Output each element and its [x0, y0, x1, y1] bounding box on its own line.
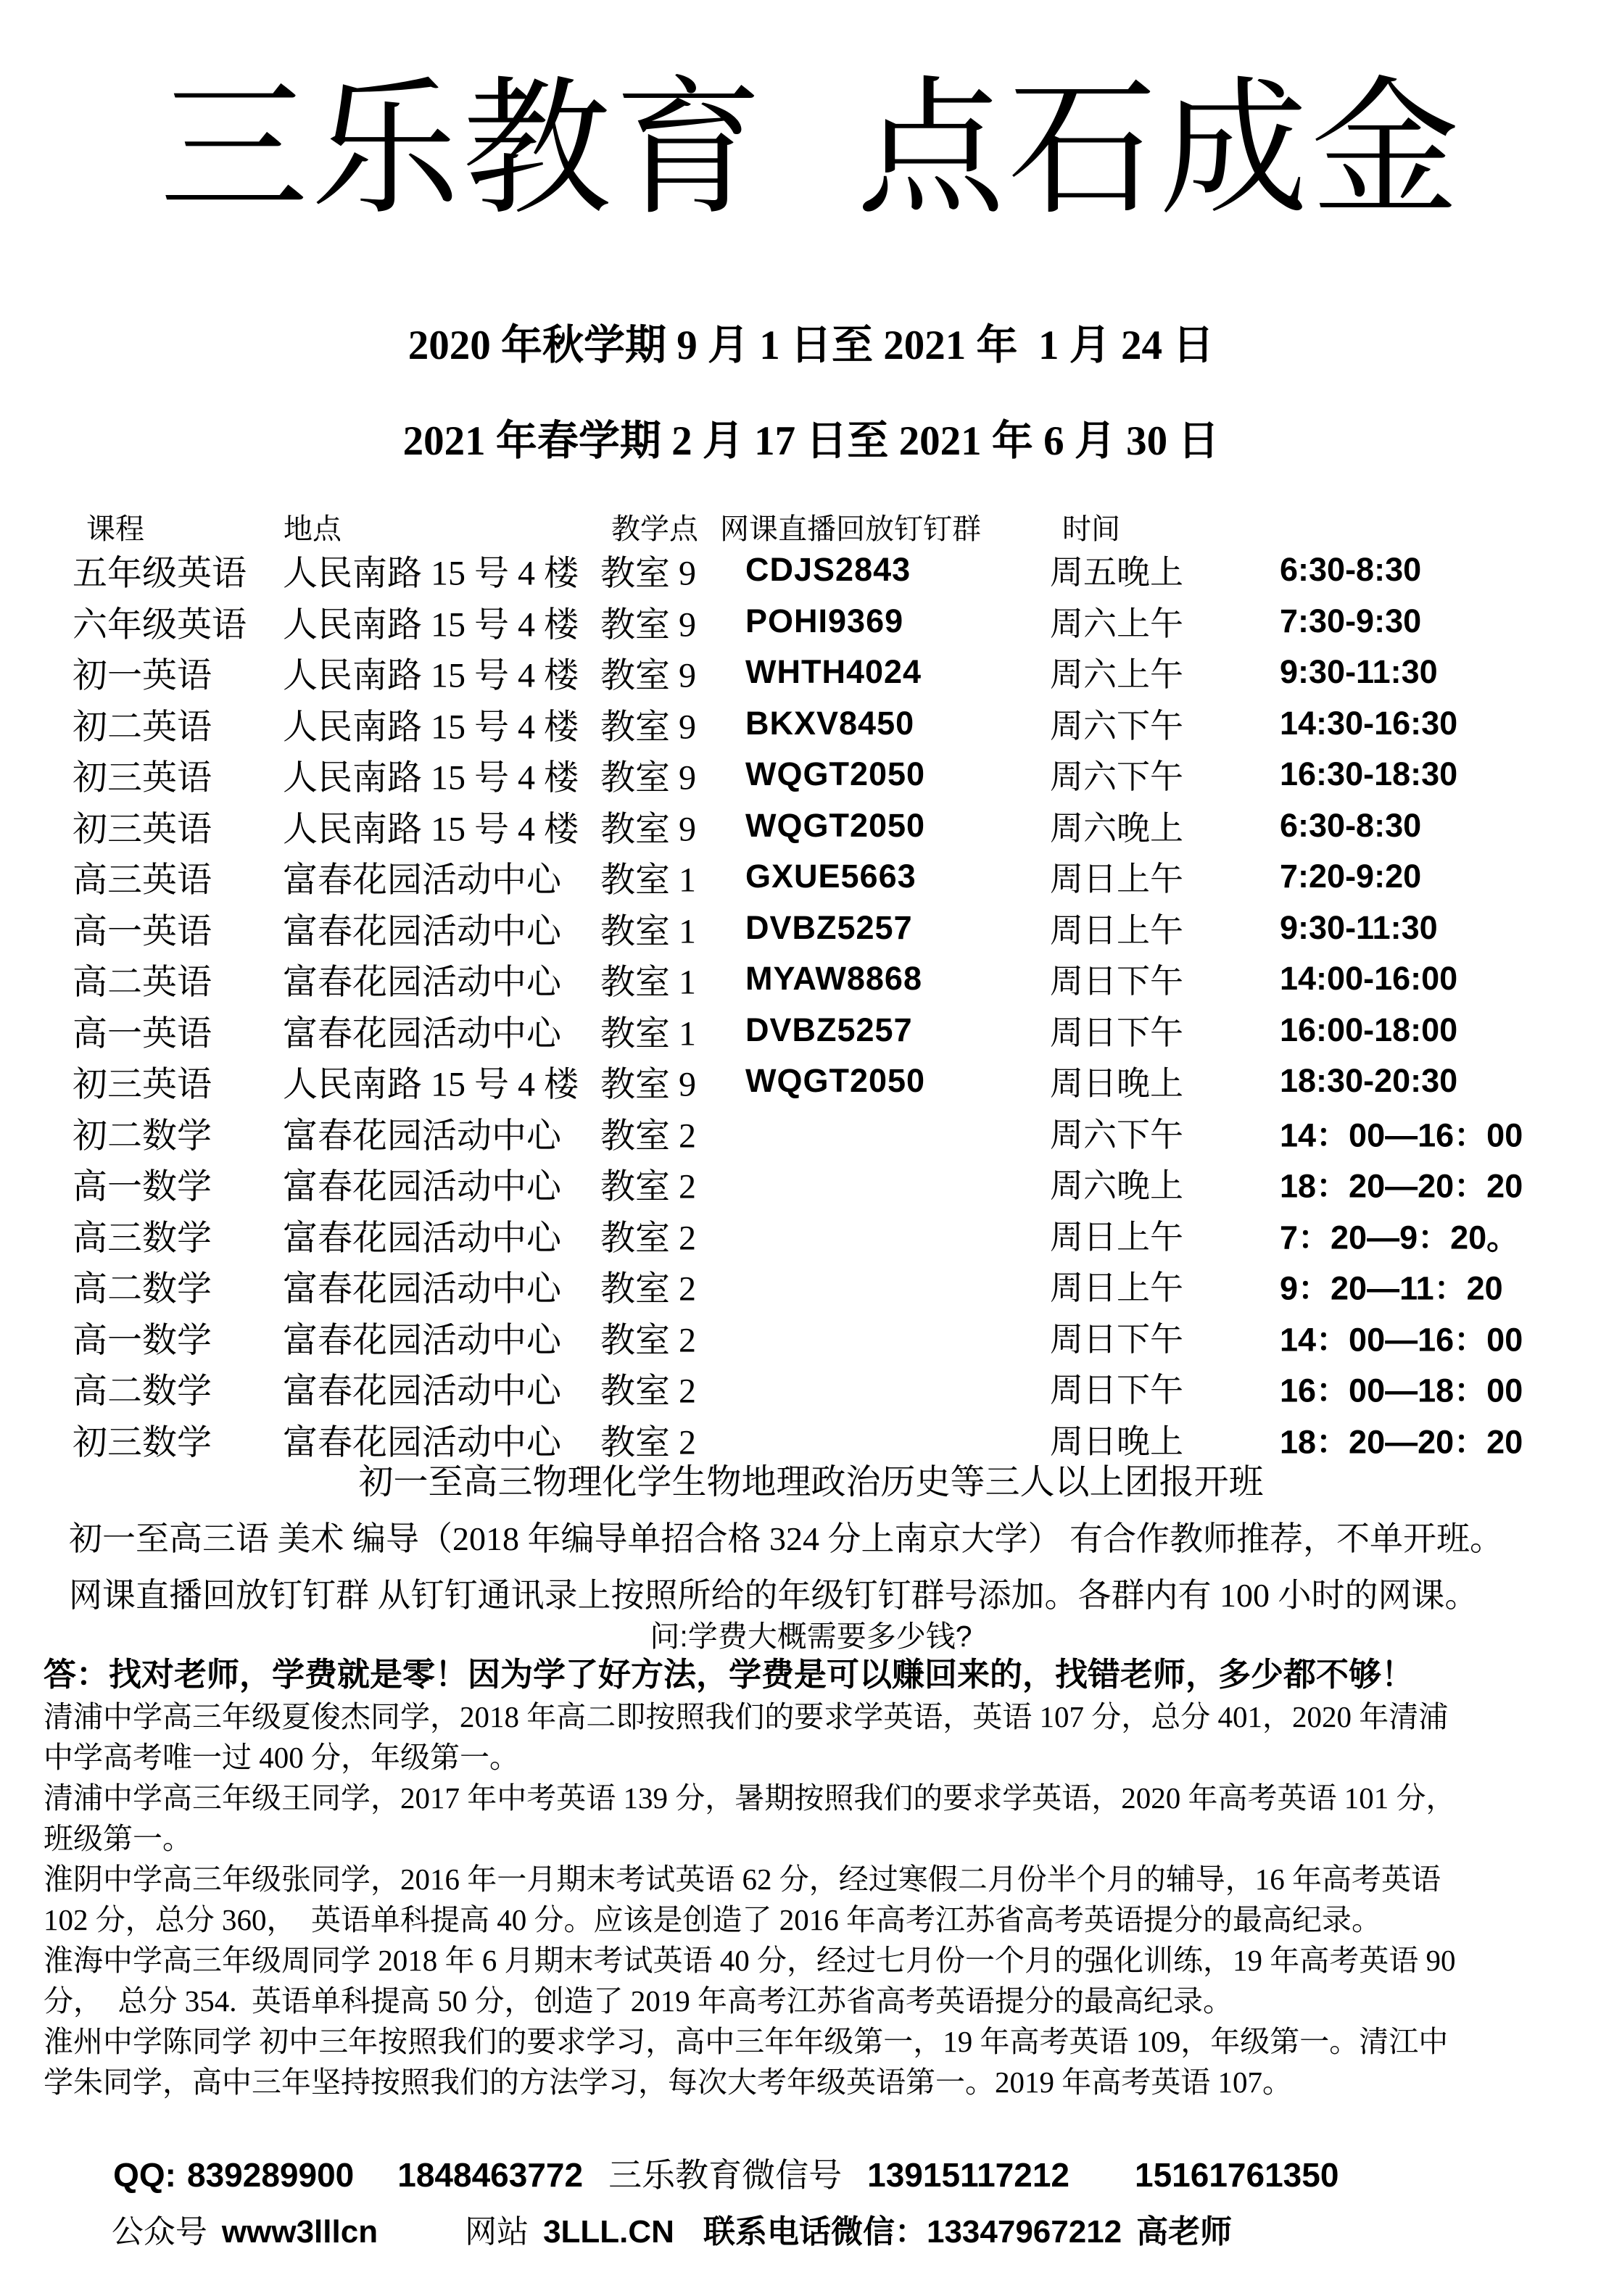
- cell-room: 教室 2: [600, 1321, 697, 1360]
- schedule-row: [0, 647, 1622, 698]
- cell-time: 14：00—16：00: [1280, 1116, 1523, 1154]
- cell-day: 周五晚上: [1050, 554, 1183, 592]
- schedule-row: [0, 1209, 1622, 1261]
- cell-room: 教室 9: [600, 605, 697, 645]
- testimonial-line: 中学高考唯一过 400 分，年级第一。: [44, 1741, 519, 1774]
- cell-day: 周日下午: [1050, 1320, 1183, 1358]
- site-url: 3LLL.CN: [543, 2214, 674, 2250]
- cell-course: 初三英语: [73, 810, 212, 849]
- cell-course: 初二数学: [73, 1116, 212, 1156]
- cell-day: 周六晚上: [1050, 809, 1183, 847]
- cell-day: 周日上午: [1050, 1218, 1183, 1256]
- cell-day: 周六晚上: [1050, 1167, 1183, 1205]
- cell-day: 周日下午: [1050, 1014, 1183, 1051]
- cell-time: 18:30-20:30: [1280, 1062, 1458, 1100]
- qq-number-2: 1848463772: [397, 2156, 584, 2194]
- cell-room: 教室 9: [600, 758, 697, 797]
- wechat-number-2: 15161761350: [1134, 2156, 1339, 2194]
- cell-location: 富春花园活动中心: [283, 861, 562, 900]
- cell-group: BKXV8450: [745, 704, 915, 742]
- cell-room: 教室 9: [600, 656, 697, 695]
- cell-location: 富春花园活动中心: [283, 1014, 562, 1053]
- cell-day: 周日晚上: [1050, 1422, 1183, 1460]
- cell-group: WQGT2050: [745, 1062, 926, 1100]
- cell-location: 人民南路 15 号 4 楼: [283, 708, 579, 747]
- cell-group: WQGT2050: [745, 806, 926, 844]
- testimonial-line: 分， 总分 354. 英语单科提高 50 分，创造了 2019 年高考江苏省高考英语提分的最高纪录。: [44, 1984, 1233, 2018]
- cell-room: 教室 9: [600, 708, 697, 747]
- schedule-row: [0, 1005, 1622, 1056]
- header-dingtalk-group: 网课直播回放钉钉群: [720, 513, 981, 545]
- schedule-row: [0, 544, 1622, 596]
- cell-location: 富春花园活动中心: [283, 1423, 562, 1462]
- cell-time: 16：00—18：00: [1280, 1372, 1523, 1409]
- cell-location: 人民南路 15 号 4 楼: [283, 554, 579, 593]
- schedule-row: [0, 1056, 1622, 1107]
- cell-course: 高三数学: [73, 1219, 212, 1258]
- cell-course: 高三英语: [73, 861, 212, 900]
- testimonial-line: 淮州中学陈同学 初中三年按照我们的要求学习，高中三年年级第一，19 年高考英语 109，年级第一。清江中: [44, 2025, 1449, 2058]
- cell-course: 高一数学: [73, 1321, 212, 1360]
- cell-time: 14：00—16：00: [1280, 1321, 1523, 1359]
- cell-time: 16:00-18:00: [1280, 1011, 1458, 1048]
- schedule-row: [0, 1107, 1622, 1159]
- testimonial-line: 102 分，总分 360， 英语单科提高 40 分。应该是创造了 2016 年高考江苏省高考英语提分的最高纪录。: [44, 1903, 1381, 1936]
- cell-room: 教室 2: [600, 1372, 697, 1411]
- cell-location: 人民南路 15 号 4 楼: [283, 810, 579, 849]
- cell-day: 周日下午: [1050, 963, 1183, 1000]
- cell-time: 7:20-9:20: [1280, 858, 1422, 895]
- semester-dates-spring: 2021 年春学期 2 月 17 日至 2021 年 6 月 30 日: [402, 418, 1220, 464]
- schedule-row: [0, 1362, 1622, 1414]
- site-label: 网站: [465, 2214, 529, 2250]
- cell-location: 富春花园活动中心: [283, 1219, 562, 1258]
- mp-label: 公众号: [111, 2214, 207, 2250]
- cell-location: 富春花园活动中心: [283, 1167, 562, 1206]
- header-course: 课程: [86, 513, 144, 545]
- cell-day: 周六下午: [1050, 1116, 1183, 1153]
- cell-day: 周日上午: [1050, 911, 1183, 949]
- cell-course: 初二英语: [73, 708, 212, 747]
- cell-group: MYAW8868: [745, 960, 922, 998]
- cell-day: 周日下午: [1050, 1372, 1183, 1409]
- teacher-name: 高老师: [1136, 2214, 1233, 2250]
- schedule-row: [0, 953, 1622, 1005]
- cell-group: DVBZ5257: [745, 1011, 913, 1048]
- cell-room: 教室 9: [600, 810, 697, 849]
- mp-account: www3lllcn: [221, 2214, 378, 2250]
- fee-answer: 答：找对老师，学费就是零！因为学了好方法，学费是可以赚回来的，找错老师，多少都不够！: [44, 1656, 1415, 1693]
- cell-location: 人民南路 15 号 4 楼: [283, 605, 579, 645]
- phone-number: 13347967212: [926, 2214, 1122, 2250]
- qq-label: QQ:: [113, 2156, 177, 2194]
- cell-course: 初三英语: [73, 1065, 212, 1104]
- testimonial-line: 清浦中学高三年级夏俊杰同学，2018 年高二即按照我们的要求学英语，英语 107 分，总分 401，2020 年清浦: [44, 1700, 1449, 1733]
- cell-time: 9:30-11:30: [1280, 908, 1438, 946]
- cell-course: 高一数学: [73, 1167, 212, 1206]
- cell-day: 周六上午: [1050, 605, 1183, 642]
- cell-location: 富春花园活动中心: [283, 1116, 562, 1156]
- cell-time: 16:30-18:30: [1280, 755, 1458, 793]
- wechat-label: 三乐教育微信号: [608, 2157, 843, 2194]
- cell-location: 人民南路 15 号 4 楼: [283, 1065, 579, 1104]
- cell-time: 7：20—9：20。: [1280, 1219, 1520, 1256]
- schedule-row: [0, 1311, 1622, 1363]
- group-enroll-note: 初一至高三物理化学生物地理政治历史等三人以上团报开班: [358, 1463, 1264, 1501]
- wechat-number-1: 13915117212: [867, 2156, 1069, 2194]
- schedule-rows: [0, 544, 1622, 1464]
- cell-course: 高一英语: [73, 1014, 212, 1053]
- cell-group: CDJS2843: [745, 551, 911, 589]
- testimonial-line: 班级第一。: [44, 1822, 192, 1855]
- cell-time: 18：20—20：20: [1280, 1423, 1523, 1461]
- cell-day: 周六下午: [1050, 707, 1183, 745]
- schedule-row: [0, 749, 1622, 800]
- testimonial-line: 清浦中学高三年级王同学，2017 年中考英语 139 分，暑期按照我们的要求学英语，2020 年高考英语 101 分，: [44, 1781, 1456, 1815]
- cell-day: 周日晚上: [1050, 1065, 1183, 1103]
- schedule-row: [0, 1260, 1622, 1311]
- cell-time: 6:30-8:30: [1280, 806, 1422, 844]
- cell-day: 周六下午: [1050, 758, 1183, 796]
- cell-location: 富春花园活动中心: [283, 1269, 562, 1309]
- cell-time: 6:30-8:30: [1280, 551, 1422, 589]
- page-title: 三乐教育 点石成金: [159, 68, 1463, 233]
- schedule-row: [0, 903, 1622, 954]
- cell-course: 高二数学: [73, 1269, 212, 1309]
- cell-course: 初一英语: [73, 656, 212, 695]
- cell-course: 高一英语: [73, 912, 212, 951]
- cell-location: 人民南路 15 号 4 楼: [283, 758, 579, 797]
- testimonial-line: 学朱同学，高中三年坚持按照我们的方法学习，每次大考年级英语第一。2019 年高考英语 107。: [44, 2065, 1292, 2099]
- cell-course: 初三英语: [73, 758, 212, 797]
- cell-location: 富春花园活动中心: [283, 912, 562, 951]
- fee-question: 问:学费大概需要多少钱?: [650, 1620, 972, 1653]
- cell-location: 富春花园活动中心: [283, 1321, 562, 1360]
- header-time: 时间: [1062, 513, 1120, 545]
- cell-location: 富春花园活动中心: [283, 963, 562, 1002]
- testimonials-block: [44, 1696, 1582, 2102]
- qq-number-1: 839289900: [187, 2156, 355, 2194]
- cell-room: 教室 2: [600, 1423, 697, 1462]
- cell-room: 教室 2: [600, 1219, 697, 1258]
- cell-day: 周日上午: [1050, 861, 1183, 898]
- cell-course: 高二数学: [73, 1372, 212, 1411]
- cell-room: 教室 9: [600, 554, 697, 593]
- cell-room: 教室 1: [600, 1014, 697, 1053]
- cell-group: POHI9369: [745, 602, 904, 639]
- cell-location: 富春花园活动中心: [283, 1372, 562, 1411]
- cell-time: 14:30-16:30: [1280, 704, 1458, 742]
- cell-room: 教室 2: [600, 1116, 697, 1156]
- testimonial-line: 淮阴中学高三年级张同学，2016 年一月期末考试英语 62 分，经过寒假二月份半个月的辅导，16 年高考英语: [44, 1862, 1441, 1896]
- schedule-row: [0, 851, 1622, 903]
- cell-course: 高二英语: [73, 963, 212, 1002]
- header-room: 教学点: [611, 513, 698, 545]
- contact-line-web: [76, 2171, 1232, 2293]
- cell-day: 周日上午: [1050, 1269, 1183, 1307]
- cell-room: 教室 2: [600, 1167, 697, 1206]
- schedule-row: [0, 800, 1622, 852]
- schedule-header-row: [0, 506, 1622, 544]
- phone-label: 联系电话微信：: [703, 2214, 927, 2250]
- schedule-row: [0, 698, 1622, 750]
- cell-time: 18：20—20：20: [1280, 1167, 1523, 1205]
- cell-time: 14:00-16:00: [1280, 960, 1458, 998]
- cell-time: 9:30-11:30: [1280, 653, 1438, 691]
- cell-room: 教室 2: [600, 1269, 697, 1309]
- cell-room: 教室 1: [600, 963, 697, 1002]
- header-location: 地点: [284, 513, 342, 545]
- cell-course: 初三数学: [73, 1423, 212, 1462]
- cell-room: 教室 1: [600, 912, 697, 951]
- cell-time: 9：20—11：20: [1280, 1269, 1503, 1307]
- cell-room: 教室 9: [600, 1065, 697, 1104]
- cell-time: 7:30-9:30: [1280, 602, 1422, 639]
- semester-dates-fall: 2020 年秋学期 9 月 1 日至 2021 年 1 月 24 日: [407, 323, 1215, 368]
- cell-group: GXUE5663: [745, 858, 916, 895]
- dingtalk-note: 网课直播回放钉钉群 从钉钉通讯录上按照所给的年级钉钉群号添加。各群内有 100 小时的网课。: [69, 1577, 1478, 1614]
- schedule-table: [0, 506, 1622, 1464]
- cell-group: DVBZ5257: [745, 908, 913, 946]
- cell-day: 周六上午: [1050, 656, 1183, 694]
- art-course-note: 初一至高三语 美术 编导（2018 年编导单招合格 324 分上南京大学） 有合作教师推荐，不单开班。: [69, 1520, 1503, 1557]
- schedule-row: [0, 1414, 1622, 1465]
- cell-group: WHTH4024: [745, 653, 922, 691]
- testimonial-line: 淮海中学高三年级周同学 2018 年 6 月期末考试英语 40 分，经过七月份一个月的强化训练，19 年高考英语 90: [44, 1944, 1456, 1977]
- cell-course: 五年级英语: [73, 554, 247, 593]
- cell-room: 教室 1: [600, 861, 697, 900]
- cell-location: 人民南路 15 号 4 楼: [283, 656, 579, 695]
- cell-group: WQGT2050: [745, 755, 926, 793]
- schedule-row: [0, 596, 1622, 647]
- schedule-row: [0, 1158, 1622, 1209]
- cell-course: 六年级英语: [73, 605, 247, 645]
